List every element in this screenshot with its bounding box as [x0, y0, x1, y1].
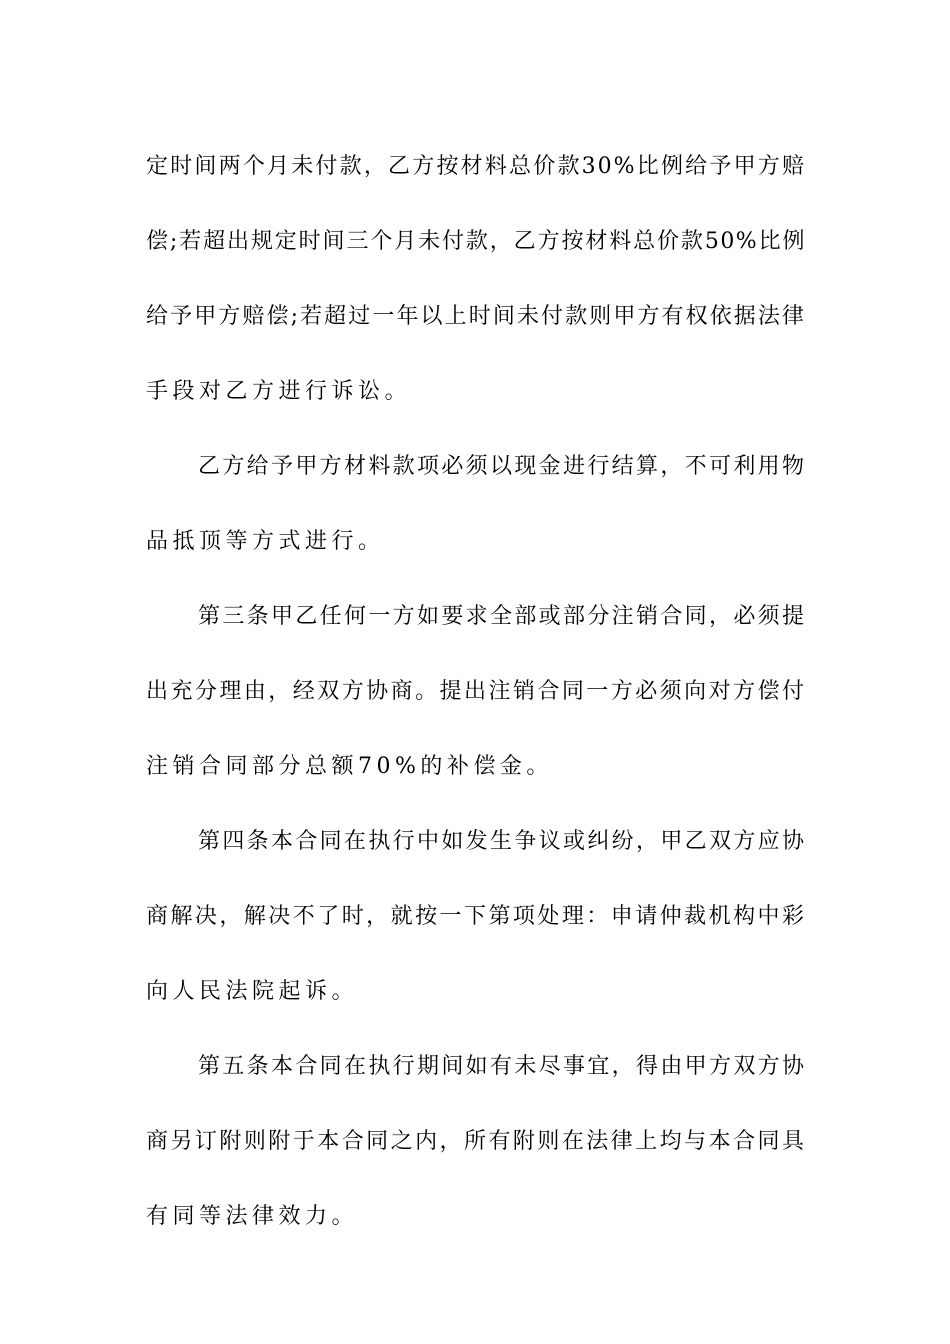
text-line: 乙方给予甲方材料款项必须以现金进行结算，不可利用物 [198, 454, 806, 479]
text-line: 品抵顶等方式进行。 [146, 529, 385, 554]
paragraph-article-4 [146, 804, 806, 1029]
text-line: 第四条本合同在执行中如发生争议或纠纷，甲乙双方应协 [198, 829, 806, 854]
text-line: 注销合同部分总额70%的补偿金。 [146, 754, 553, 779]
text-line: 商另订附则附于本合同之内，所有附则在法律上均与本合同具 [146, 1129, 806, 1154]
paragraph-cash-settlement [146, 429, 806, 579]
paragraph-article-3 [146, 579, 806, 804]
text-line: 定时间两个月未付款，乙方按材料总价款30%比例给予甲方赔 [146, 154, 806, 179]
document-body [146, 129, 806, 1254]
text-line: 第三条甲乙任何一方如要求全部或部分注销合同，必须提 [198, 604, 806, 629]
text-line: 向人民法院起诉。 [146, 979, 359, 1004]
text-line: 有同等法律效力。 [146, 1204, 359, 1229]
paragraph-payment-penalty [146, 129, 806, 429]
paragraph-article-5 [146, 1029, 806, 1254]
text-line: 第五条本合同在执行期间如有未尽事宜，得由甲方双方协 [198, 1054, 806, 1079]
text-line: 偿;若超出规定时间三个月未付款，乙方按材料总价款50%比例 [146, 229, 806, 254]
text-line: 出充分理由，经双方协商。提出注销合同一方必须向对方偿付 [146, 679, 806, 704]
text-line: 商解决，解决不了时，就按一下第项处理：申请仲裁机构中彩 [146, 904, 806, 929]
text-line: 手段对乙方进行诉讼。 [146, 379, 412, 404]
text-line: 给予甲方赔偿;若超过一年以上时间未付款则甲方有权依据法律 [146, 304, 806, 329]
